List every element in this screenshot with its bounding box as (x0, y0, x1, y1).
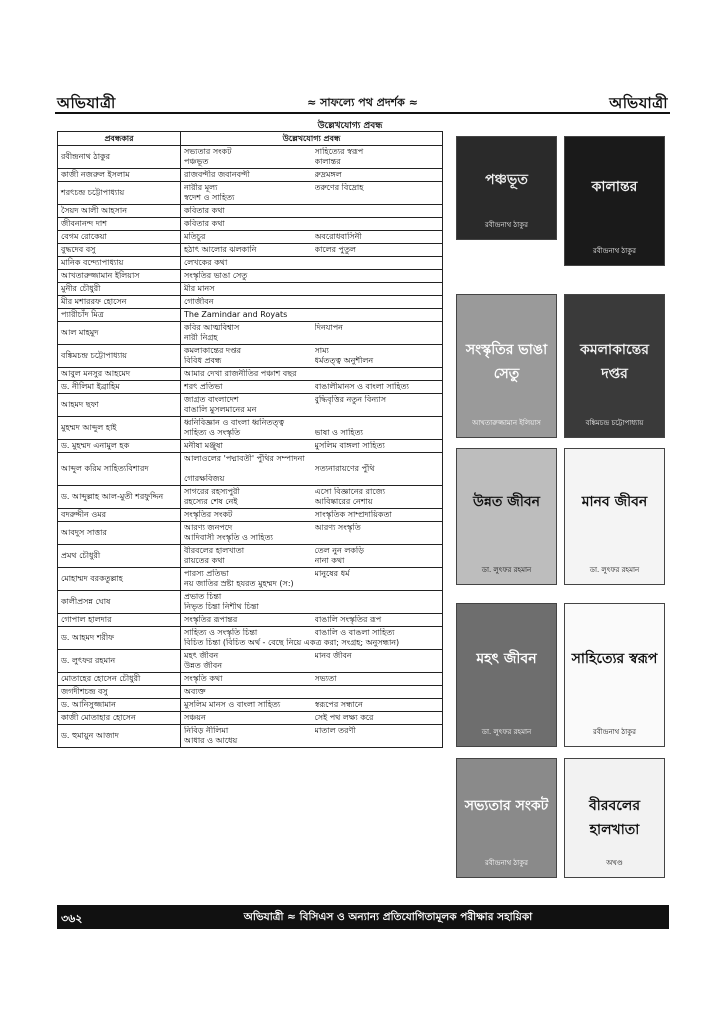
works-cell (181, 309, 443, 322)
work-title: সেই পথ লক্ষ্য করে (314, 713, 374, 722)
author-cell: মুনীর চৌধুরী (58, 283, 181, 296)
works-cell (181, 522, 443, 545)
work-title: বাঙালীমানস ও বাংলা সাহিত্য (314, 382, 409, 391)
work-title: তেল নুন লকড়ি (314, 546, 364, 555)
work-title: সভ্যতা (314, 674, 337, 683)
book-title: সভ্যতার সংকট (464, 798, 549, 815)
works-cell (181, 381, 443, 394)
header-title: ≈ সাফল্যে পথ প্রদর্শক ≈ (307, 96, 418, 109)
works-cell (181, 394, 443, 417)
book-author: রবীন্দ্রনাথ ঠাকুর (593, 247, 636, 255)
author-cell: জীবনানন্দ দাশ (58, 218, 181, 231)
work-title: স্বদেশ ও সাহিত্য (184, 193, 235, 202)
table-row (58, 218, 443, 231)
table-row (58, 673, 443, 686)
work-title: মনীষা মঞ্জুষা (184, 441, 223, 450)
author-cell: রবীন্দ্রনাথ ঠাকুর (58, 146, 181, 169)
work-title: পারস্য প্রতিভা (184, 569, 229, 578)
work-title: সাহিত্যের স্বরূপ (314, 147, 364, 156)
works-cell (181, 712, 443, 725)
table-row (58, 591, 443, 614)
table-row (58, 568, 443, 591)
work-title: আমার দেখা রাজনীতির পঞ্চাশ বছর (184, 369, 297, 378)
book-title: মানব জীবন (581, 493, 648, 510)
table-row (58, 368, 443, 381)
table-row (58, 182, 443, 205)
author-cell: ড. মুহম্মদ এনামুল হক (58, 440, 181, 453)
works-cell (181, 218, 443, 231)
author-cell: ড. লুৎফর রহমান (58, 650, 181, 673)
work-title: ধ্বনিবিজ্ঞান ও বাংলা ধ্বনিতত্ত্ব (184, 418, 285, 427)
book-title: সংস্কৃতির ভাঙা সেতু (465, 341, 548, 382)
work-title: সাগরের রহস্যপুরী (184, 487, 240, 496)
author-cell: ড. নীলিমা ইব্রাহিম (58, 381, 181, 394)
book-author: ডা. লুৎফর রহমান (481, 728, 532, 736)
author-cell: কালীপ্রসন্ন ঘোষ (58, 591, 181, 614)
book-cover (564, 758, 665, 878)
table-row (58, 686, 443, 699)
work-title: আবিষ্কারের নেশায় (314, 497, 373, 506)
work-title: বিচিত চিন্তা (বিচিত অর্থ - বেছে নিয়ে একত্র করা; সংগ্রহ; অনুসন্ধান) (184, 638, 400, 647)
book-covers-panel (456, 136, 672, 876)
work-title: উন্নত জীবন (184, 661, 223, 670)
column-header-author: প্রবন্ধকার (58, 132, 181, 146)
book-cover (564, 294, 665, 438)
table-row (58, 146, 443, 169)
header-rule (55, 112, 670, 114)
work-title: দিনযাপন (314, 323, 343, 332)
works-cell (181, 169, 443, 182)
works-cell (181, 283, 443, 296)
book-author: বঙ্কিমচন্দ্র চট্টোপাধ্যায় (585, 419, 644, 427)
book-title: বীরবলের হালখাতা (588, 798, 641, 839)
author-cell: প্রমথ চৌধুরী (58, 545, 181, 568)
work-title: মানব জীবন (314, 651, 352, 660)
author-cell: ড. আব্দুল্লাহ আল-মুতী শরফুদ্দিন (58, 486, 181, 509)
table-row (58, 440, 443, 453)
book-cover (456, 136, 557, 240)
book-title: উন্নত জীবন (473, 493, 540, 510)
table-row (58, 309, 443, 322)
work-title: সাংস্কৃতিক সাম্প্রদায়িকতা (314, 510, 392, 519)
book-cover (456, 603, 557, 747)
works-cell (181, 699, 443, 712)
author-cell: কাজী মোতাহার হোসেন (58, 712, 181, 725)
work-title (315, 271, 440, 281)
author-cell: আবুল মনসুর আহমেদ (58, 368, 181, 381)
work-title: অব্যক্ত (184, 687, 206, 696)
table-row (58, 712, 443, 725)
table-row (58, 231, 443, 244)
work-title: সাম্য (314, 346, 329, 355)
author-cell: গোপাল হালদার (58, 614, 181, 627)
work-title (315, 687, 440, 697)
table-caption: উল্লেখযোগ্য প্রবন্ধ (317, 121, 383, 131)
work-title: গোরক্ষবিজয় (184, 474, 225, 483)
book-author: ডা. লুৎফর রহমান (589, 566, 640, 574)
work-title (315, 297, 440, 307)
work-title: নিবিড় নীলিমা (184, 726, 229, 735)
book-cover (456, 758, 557, 878)
work-title: শরৎ প্রতিভা (184, 382, 223, 391)
brand-logo-right: অভিযাত্রী (609, 94, 668, 112)
essay-table (57, 131, 443, 748)
book-author: রবীন্দ্রনাথ ঠাকুর (485, 859, 528, 867)
work-title: কবির আত্মবিশ্বাস (184, 323, 240, 332)
work-title: সভ্যতার সংকট (184, 147, 232, 156)
work-title: কবিতার কথা (184, 206, 225, 215)
work-title: মতিচুর (184, 232, 206, 241)
work-title: জাগ্রত বাংলাদেশ (184, 395, 239, 404)
works-cell (181, 244, 443, 257)
works-cell (181, 509, 443, 522)
author-cell: আখতারুজ্জামান ইলিয়াস (58, 270, 181, 283)
book-author: ডা. লুৎফর রহমান (481, 566, 532, 574)
page-footer (57, 905, 669, 929)
table-row (58, 650, 443, 673)
works-cell (181, 627, 443, 650)
work-title: নয় জাতির স্রষ্টা হযরত মুহম্মদ (স:) (184, 579, 294, 588)
work-title: তরুণের বিদ্রোহ (314, 183, 364, 192)
book-title: কালান্তর (591, 179, 638, 196)
table-row (58, 394, 443, 417)
work-title: ভাষা ও সাহিত্য (314, 428, 363, 437)
work-title: মানুষের ধর্ম (314, 569, 350, 578)
work-title: সঞ্চয়ন (184, 713, 206, 722)
work-title: মুসলিম বাঙ্গলা সাহিত্য (314, 441, 385, 450)
works-cell (181, 231, 443, 244)
works-cell (181, 568, 443, 591)
table-row (58, 509, 443, 522)
works-cell (181, 591, 443, 614)
work-title: রাজবন্দীর জবানবন্দী (184, 170, 250, 179)
work-title: অবরোধবাসিনী (314, 232, 362, 241)
author-cell: শরৎচন্দ্র চট্টোপাধ্যায় (58, 182, 181, 205)
work-title (315, 284, 440, 294)
author-cell: প্যারীচাঁদ মিত্র (58, 309, 181, 322)
table-row (58, 545, 443, 568)
table-row (58, 614, 443, 627)
works-cell (181, 673, 443, 686)
table-row (58, 322, 443, 345)
author-cell: কাজী নজরুল ইসলাম (58, 169, 181, 182)
work-title (315, 193, 440, 203)
book-author: অখণ্ড (606, 859, 623, 867)
table-row (58, 205, 443, 218)
work-title: সংস্কৃতির সংকট (184, 510, 233, 519)
book-cover (456, 294, 557, 438)
book-author: রবীন্দ্রনাথ ঠাকুর (593, 728, 636, 736)
works-cell (181, 345, 443, 368)
work-title: রহস্যের শেষ নেই (184, 497, 238, 506)
author-cell: মোহাম্মদ বরকতুল্লাহ (58, 568, 181, 591)
table-row (58, 417, 443, 440)
work-title: নারী নিগ্রহ (184, 333, 218, 342)
table-row (58, 381, 443, 394)
author-cell: বেগম রোকেয়া (58, 231, 181, 244)
work-title: নারীর মূল্য (184, 183, 218, 192)
works-cell (181, 650, 443, 673)
table-row (58, 725, 443, 748)
author-cell: বঙ্কিমচন্দ্র চট্টোপাধ্যায় (58, 345, 181, 368)
works-cell (181, 182, 443, 205)
work-title: রুদ্রমঙ্গল (314, 170, 342, 179)
work-title: সংস্কৃতির ভাঙা সেতু (184, 271, 248, 280)
work-title: বীরবলের হালখাতা (184, 546, 245, 555)
works-cell (181, 725, 443, 748)
table-row (58, 244, 443, 257)
works-cell (181, 440, 443, 453)
work-title (315, 405, 440, 415)
work-title (315, 219, 440, 229)
work-title: সংস্কৃতির রূপান্তর (184, 615, 238, 624)
works-cell (181, 368, 443, 381)
table-row (58, 257, 443, 270)
table-row (58, 627, 443, 650)
work-title: মাতাল তরণী (314, 726, 356, 735)
work-title: সংস্কৃতি কথা (184, 674, 223, 683)
author-cell: আল মাহমুদ (58, 322, 181, 345)
work-title: হঠাৎ আলোর ঝলকানি (184, 245, 257, 254)
works-cell (181, 614, 443, 627)
work-title: গোজীবন (184, 297, 214, 306)
work-title: ধর্মতত্ত্ব অনুশীলন (314, 356, 374, 365)
book-author: আখতারুজ্জামান ইলিয়াস (472, 419, 541, 427)
table-row (58, 453, 443, 486)
work-title: স্বরূপের সন্ধানে (314, 700, 363, 709)
book-title: সাহিত্যের স্বরূপ (571, 650, 658, 667)
author-cell: জগদীশচন্দ্র বসু (58, 686, 181, 699)
works-cell (181, 486, 443, 509)
work-title (315, 533, 440, 543)
author-cell: বদরুদ্দীন ওমর (58, 509, 181, 522)
book-cover (564, 136, 665, 266)
book-author: রবীন্দ্রনাথ ঠাকুর (485, 221, 528, 229)
page-header (55, 92, 670, 114)
author-cell: আহমদ ছফা (58, 394, 181, 417)
author-cell: মীর মশাররফ হোসেন (58, 296, 181, 309)
book-title: কমলাকান্তের দপ্তর (580, 341, 649, 382)
author-cell: বুদ্ধদেব বসু (58, 244, 181, 257)
work-title: বাঙালি ও বাঙলা সাহিত্য (314, 628, 395, 637)
work-title: এসো বিজ্ঞানের রাজ্যে (314, 487, 386, 496)
work-title: বুদ্ধিবৃত্তির নতুন বিন্যাস (314, 395, 387, 404)
book-cover (564, 448, 665, 585)
book-title: মহৎ জীবন (476, 650, 537, 667)
work-title (315, 661, 440, 671)
work-title (315, 310, 440, 320)
works-cell (181, 417, 443, 440)
work-title: সাহিত্য ও সংস্কৃতি (184, 428, 241, 437)
works-cell (181, 296, 443, 309)
work-title: আরণ্য সংস্কৃতি (314, 523, 361, 532)
work-title (184, 464, 309, 474)
table-row (58, 169, 443, 182)
table-row (58, 699, 443, 712)
work-title: সাহিত্য ও সংস্কৃতি চিন্তা (184, 628, 258, 637)
work-title: কবিতার কথা (184, 219, 225, 228)
work-title: সত্যনারায়ণের পুঁথি (314, 464, 375, 473)
works-cell (181, 205, 443, 218)
work-title (315, 736, 440, 746)
works-cell (181, 686, 443, 699)
footer-text: অভিযাত্রী ≈ বিসিএস ও অন্যান্য প্রতিযোগিতামূলক পরীক্ষার সহায়িকা (243, 911, 533, 923)
works-cell (181, 270, 443, 283)
work-title: The Zamindar and Royats (184, 310, 288, 319)
work-title: মহৎ জীবন (184, 651, 219, 660)
work-title: লেখকের কথা (184, 258, 228, 267)
work-title: কমলাকান্তের দপ্তর (184, 346, 242, 355)
work-title: আধার ও আধেয় (184, 736, 238, 745)
work-title: মীর মানস (184, 284, 215, 293)
author-cell: ড. আনিসুজ্জামান (58, 699, 181, 712)
works-cell (181, 545, 443, 568)
table-row (58, 296, 443, 309)
author-cell: আব্দুল করিম সাহিত্যবিশারদ (58, 453, 181, 486)
author-cell: মুহম্মদ আব্দুল হাই (58, 417, 181, 440)
works-cell (181, 322, 443, 345)
work-title (315, 206, 440, 216)
work-title: প্রভাত চিন্তা (184, 592, 222, 601)
author-cell: মোতাহের হোসেন চৌধুরী (58, 673, 181, 686)
page-number: ৩৬২ (61, 912, 83, 925)
work-title: রায়তের কথা (184, 556, 225, 565)
works-cell (181, 453, 443, 486)
work-title: কালের পুতুল (314, 245, 356, 254)
table-row (58, 486, 443, 509)
author-cell: মানিক বন্দ্যোপাধ্যায় (58, 257, 181, 270)
author-cell: ড. হুমায়ুন আজাদ (58, 725, 181, 748)
table-row (58, 345, 443, 368)
table-row (58, 283, 443, 296)
works-cell (181, 146, 443, 169)
column-header-works: উল্লেখযোগ্য প্রবন্ধ (181, 132, 443, 146)
work-title (315, 258, 440, 268)
table-row (58, 522, 443, 545)
work-title: আরণ্য জনপদে (184, 523, 233, 532)
work-title (315, 333, 440, 343)
book-cover (564, 603, 665, 747)
table-header-row (58, 132, 443, 146)
work-title: আদিবাসী সংস্কৃতি ও সাহিত্য (184, 533, 273, 542)
work-title: পঞ্চভূত (184, 157, 209, 166)
work-title: মুসলিম মানস ও বাংলা সাহিত্য (184, 700, 281, 709)
work-title: বিবিধ প্রবন্ধ (184, 356, 222, 365)
book-title: পঞ্চভূত (485, 171, 528, 188)
work-title: বাঙালি মুসলমানের মন (184, 405, 257, 414)
work-title: নানা কথা (314, 556, 345, 565)
author-cell: ড. আহমদ শরীফ (58, 627, 181, 650)
work-title: আলাওলের 'পদ্মাবতী' পুঁথির সম্পাদনা (184, 454, 305, 463)
work-title: নিভৃত চিন্তা নিশীথ চিন্তা (184, 602, 259, 611)
author-cell: আবদুস সাত্তার (58, 522, 181, 545)
work-title: কালান্তর (314, 157, 341, 166)
work-title: বাঙালি সংস্কৃতির রূপ (314, 615, 382, 624)
book-cover (456, 448, 557, 585)
table-row (58, 270, 443, 283)
author-cell: সৈয়দ আলী আহসান (58, 205, 181, 218)
brand-logo-left: অভিযাত্রী (57, 94, 116, 112)
works-cell (181, 257, 443, 270)
